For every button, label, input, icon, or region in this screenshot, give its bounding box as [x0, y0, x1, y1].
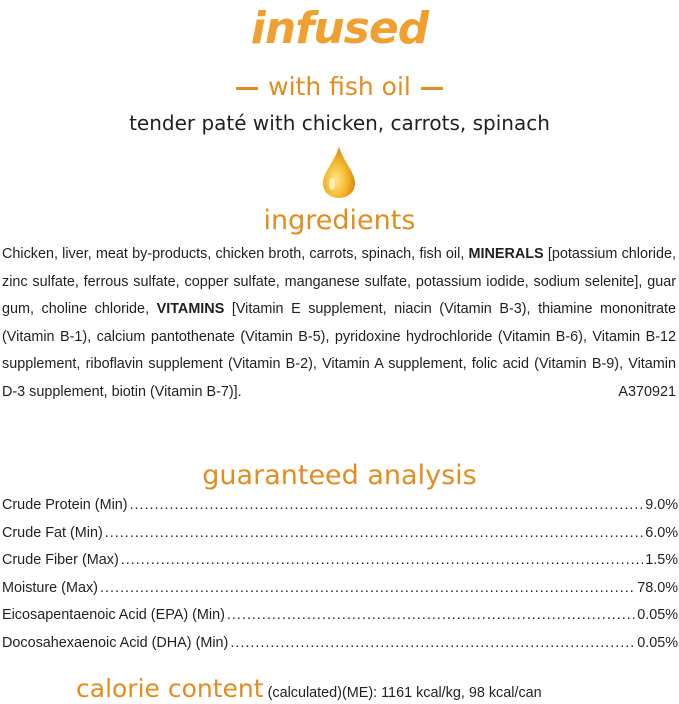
leader-dots [227, 607, 635, 623]
analysis-value: 0.05% [637, 607, 678, 623]
analysis-value: 78.0% [637, 579, 678, 596]
minerals-label: MINERALS [468, 246, 544, 262]
oil-drop-icon [319, 144, 359, 200]
brand-title: infused [250, 3, 429, 54]
vitamins-label: VITAMINS [156, 301, 225, 317]
leader-dots [121, 552, 643, 568]
subtitle-text: with fish oil [268, 72, 411, 101]
analysis-value: 9.0% [645, 497, 678, 513]
analysis-label: Crude Protein (Min) [2, 497, 128, 513]
analysis-value: 6.0% [645, 524, 678, 541]
right-dash [421, 87, 443, 90]
analysis-value: 0.05% [637, 634, 678, 651]
calorie-content [76, 674, 542, 703]
product-code: A370921 [618, 383, 676, 400]
calorie-text: (calculated)(ME): 1161 kcal/kg, 98 kcal/can [263, 685, 542, 701]
ingredients-text [2, 241, 676, 406]
leader-dots [230, 635, 635, 651]
analysis-label: Crude Fiber (Max) [2, 552, 119, 568]
leader-dots [105, 525, 643, 541]
ingredients-part-1: Chicken, liver, meat by-products, chicken broth, carrots, spinach, fish oil, [2, 246, 469, 262]
analysis-label: Moisture (Max) [2, 579, 98, 596]
analysis-label: Crude Fat (Min) [2, 524, 103, 541]
analysis-label: Eicosapentaenoic Acid (EPA) (Min) [2, 607, 225, 623]
calorie-title: calorie content [76, 674, 264, 703]
analysis-table [2, 497, 678, 662]
analysis-row [2, 497, 678, 525]
left-dash [236, 87, 258, 90]
analysis-row [2, 552, 678, 580]
analysis-row [2, 525, 678, 553]
leader-dots [100, 580, 635, 596]
tagline: tender paté with chicken, carrots, spinach [129, 111, 550, 135]
subtitle [0, 72, 679, 102]
analysis-row [2, 635, 678, 663]
leader-dots [130, 497, 644, 513]
analysis-value: 1.5% [645, 552, 678, 568]
analysis-label: Docosahexaenoic Acid (DHA) (Min) [2, 634, 229, 651]
analysis-title: guaranteed analysis [202, 460, 477, 491]
ingredients-part-3: [Vitamin E supplement, niacin (Vitamin B-3), thiamine mononitrate (Vitamin B-1), calcium pantothenate (Vitamin B-5), pyridoxine hydrochloride (Vitamin B-6), Vitamin B-12 supplement, riboflavin supplement (Vitamin B-2), Vitamin A supplement, folic acid (Vitamin B-9), Vitamin D-3 supplement, biotin (Vitamin B-7)]. [2, 301, 676, 400]
ingredients-title: ingredients [263, 205, 416, 236]
analysis-row [2, 580, 678, 608]
analysis-row [2, 607, 678, 635]
ingredients-part-2: [potassium chloride, zinc sulfate, ferrous sulfate, copper sulfate, manganese sulfate, potassium iodide, sodium selenite], guar gum, choline chloride, [2, 246, 676, 317]
